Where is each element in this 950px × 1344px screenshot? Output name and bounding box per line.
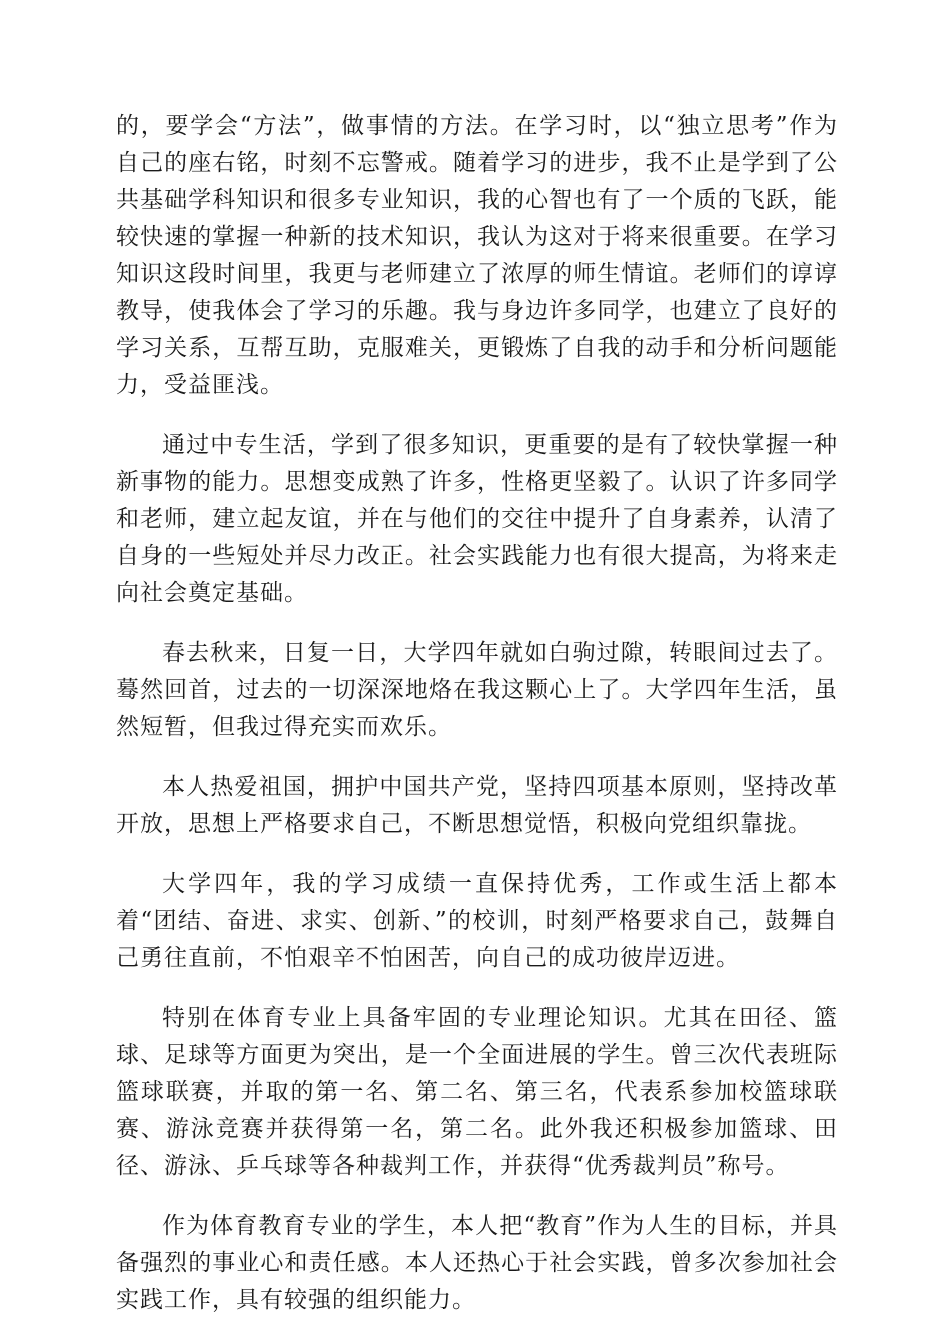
- paragraph: 本人热爱祖国，拥护中国共产党，坚持四项基本原则，坚持改革开放，思想上严格要求自己，不断思想觉悟，积极向党组织靠拢。: [116, 774, 838, 837]
- paragraph: 春去秋来，日复一日，大学四年就如白驹过隙，转眼间过去了。蓦然回首，过去的一切深深地烙在我这颗心上了。大学四年生活，虽然短暂，但我过得充实而欢乐。: [116, 640, 838, 740]
- document-body: [116, 108, 838, 1342]
- paragraph: 大学四年，我的学习成绩一直保持优秀，工作或生活上都本着“团结、奋进、求实、创新、”的校训，时刻严格要求自己，鼓舞自己勇往直前，不怕艰辛不怕困苦，向自己的成功彼岸迈进。: [116, 871, 838, 971]
- paragraph: 特别在体育专业上具备牢固的专业理论知识。尤其在田径、篮球、足球等方面更为突出，是一个全面进展的学生。曾三次代表班际篮球联赛，并取的第一名、第二名、第三名，代表系参加校篮球联赛、游泳竞赛并获得第一名，第二名。此外我还积极参加篮球、田径、游泳、乒乓球等各种裁判工作，并获得“优秀裁判员”称号。: [116, 1005, 838, 1179]
- paragraph: 作为体育教育专业的学生，本人把“教育”作为人生的目标，并具备强烈的事业心和责任感。本人还热心于社会实践，曾多次参加社会实践工作，具有较强的组织能力。: [116, 1213, 838, 1313]
- paragraph: 通过中专生活，学到了很多知识，更重要的是有了较快掌握一种新事物的能力。思想变成熟了许多，性格更坚毅了。认识了许多同学和老师，建立起友谊，并在与他们的交往中提升了自身素养，认清了自身的一些短处并尽力改正。社会实践能力也有很大提高，为将来走向社会奠定基础。: [116, 432, 838, 606]
- paragraph-continued: 的，要学会“方法”，做事情的方法。在学习时，以“独立思考”作为自己的座右铭，时刻不忘警戒。随着学习的进步，我不止是学到了公共基础学科知识和很多专业知识，我的心智也有了一个质的飞跃，能较快速的掌握一种新的技术知识，我认为这对于将来很重要。在学习知识这段时间里，我更与老师建立了浓厚的师生情谊。老师们的谆谆教导，使我体会了学习的乐趣。我与身边许多同学，也建立了良好的学习关系，互帮互助，克服难关，更锻炼了自我的动手和分析问题能力，受益匪浅。: [116, 113, 838, 398]
